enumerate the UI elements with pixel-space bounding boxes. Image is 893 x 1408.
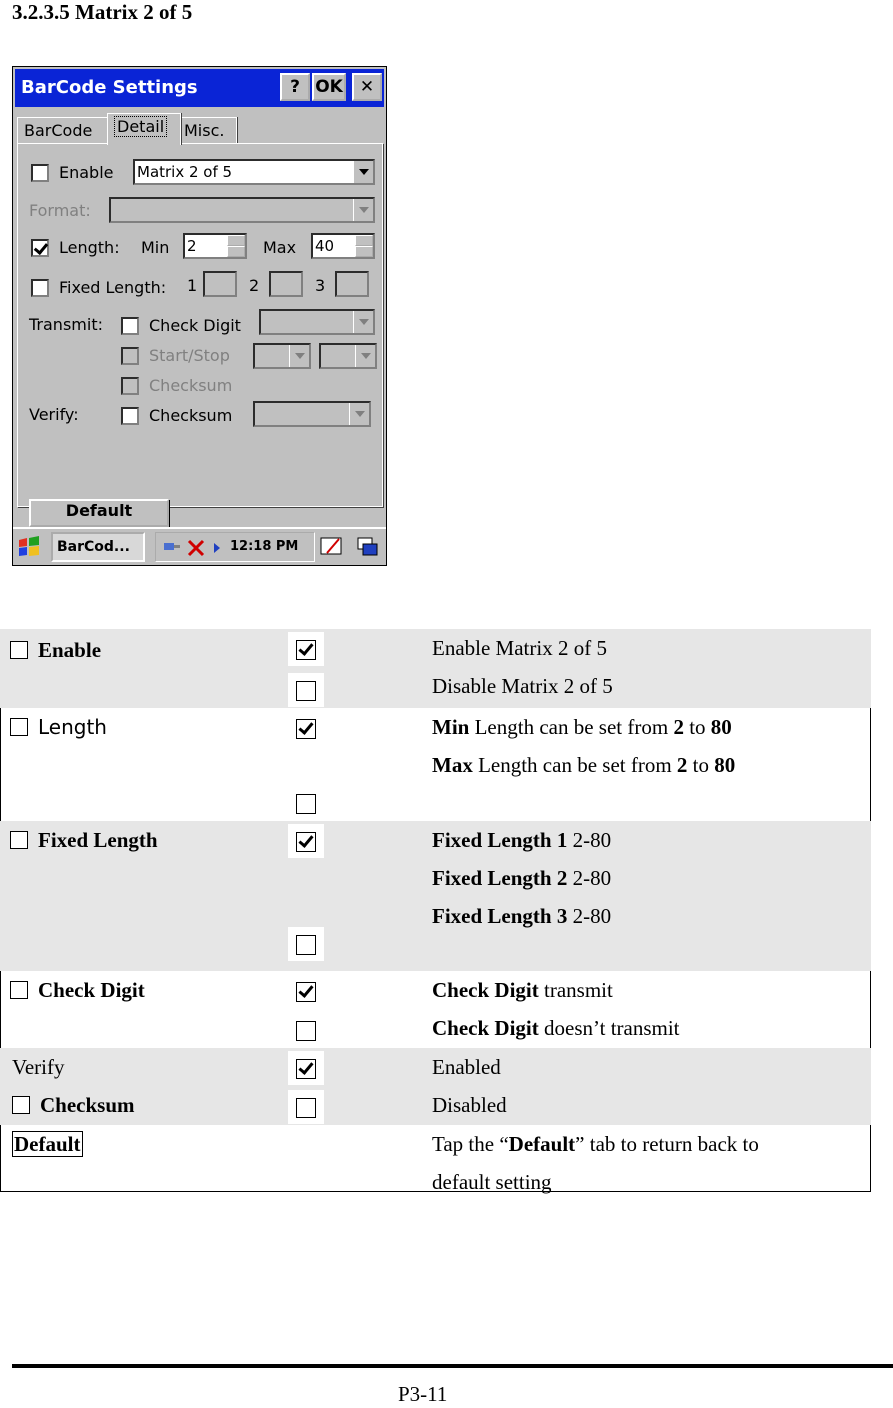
tab-detail-label: Detail	[114, 116, 167, 137]
table-row	[0, 971, 871, 1048]
spin-down-icon[interactable]	[227, 246, 245, 257]
barcode-settings-screenshot	[12, 66, 387, 566]
page-number: P3-11	[398, 1382, 448, 1406]
chevron-down-icon	[349, 403, 369, 425]
ok-button[interactable]: OK	[312, 73, 346, 101]
fixed-1-label: 1	[187, 276, 198, 295]
window-title: BarCode Settings	[21, 77, 198, 98]
fixed3-term: Fixed Length 3	[432, 904, 568, 928]
checked-box-icon	[288, 711, 324, 745]
enable-label: Enable	[59, 163, 114, 182]
cd-on-term: Check Digit	[432, 978, 539, 1002]
taskbar-barcode-item[interactable]: BarCod...	[51, 532, 145, 562]
cd-off-term: Check Digit	[432, 1016, 539, 1040]
min-label: Min	[141, 238, 170, 257]
tab-barcode[interactable]: BarCode	[17, 117, 115, 144]
enable-term: Enable	[38, 638, 102, 662]
chevron-down-icon	[355, 345, 375, 367]
check-digit-select	[259, 309, 375, 335]
fixed-length-label: Fixed Length:	[59, 278, 167, 297]
min-value: 2	[187, 237, 197, 255]
table-row	[0, 629, 871, 708]
default-bold: Default	[508, 1132, 576, 1156]
length-checkbox[interactable]	[31, 239, 49, 257]
verify-select	[253, 401, 371, 427]
verify-on-text: Enabled	[432, 1055, 501, 1079]
fixed1-term: Fixed Length 1	[432, 828, 568, 852]
disconnected-icon	[186, 538, 208, 558]
unchecked-box-icon	[288, 1090, 324, 1124]
checkbox-icon	[10, 718, 28, 736]
table-row	[0, 1125, 871, 1201]
fixed-2-label: 2	[249, 276, 260, 295]
fixed-3-label: 3	[315, 276, 326, 295]
checked-box-icon	[288, 1051, 324, 1085]
windows-start-icon[interactable]	[17, 535, 41, 559]
spin-up-icon[interactable]	[355, 235, 373, 246]
table-row	[0, 821, 871, 971]
max-label: Max	[263, 238, 297, 257]
min-text: Length can be set from	[469, 715, 674, 739]
checksum-transmit-checkbox	[121, 377, 139, 395]
cd-on-text: transmit	[538, 978, 613, 1002]
checkbox-icon	[10, 831, 28, 849]
checked-box-icon	[288, 824, 324, 858]
spin-down-icon[interactable]	[355, 246, 373, 257]
min-term: Min	[432, 715, 470, 739]
default-pre: Tap the “	[432, 1132, 509, 1156]
windows-switch-icon[interactable]	[355, 535, 381, 559]
cd-off-text: doesn’t transmit	[538, 1016, 680, 1040]
fixed-length-checkbox[interactable]	[31, 279, 49, 297]
table-row	[0, 708, 871, 821]
verify-off-text: Disabled	[432, 1093, 507, 1117]
close-button[interactable]: ✕	[352, 73, 382, 101]
stop-select	[319, 343, 377, 369]
spin-up-icon[interactable]	[227, 235, 245, 246]
fixed2-term: Fixed Length 2	[432, 866, 568, 890]
clock: 12:18 PM	[230, 539, 299, 554]
checkbox-icon	[10, 641, 28, 659]
enable-off-text: Disable Matrix 2 of 5	[432, 674, 613, 698]
start-select	[253, 343, 311, 369]
default-term: Default	[14, 1132, 81, 1156]
section-heading: 3.2.3.5 Matrix 2 of 5	[12, 0, 193, 24]
tab-misc[interactable]: Misc.	[177, 117, 237, 144]
max-text: Length can be set from	[472, 753, 677, 777]
checkbox-icon	[12, 1096, 30, 1114]
max-to-word: to	[687, 753, 715, 777]
verify-label: Verify:	[29, 405, 79, 424]
settings-table	[0, 629, 871, 1201]
min-to: 80	[710, 715, 732, 739]
footer-rule	[12, 1364, 893, 1368]
chevron-down-icon	[289, 345, 309, 367]
input-panel-icon[interactable]	[319, 535, 345, 559]
symbology-value: Matrix 2 of 5	[137, 163, 233, 181]
check-digit-checkbox[interactable]	[121, 317, 139, 335]
default-line2: default setting	[432, 1170, 552, 1194]
unchecked-box-icon	[288, 927, 324, 961]
unchecked-box-icon	[288, 786, 324, 820]
format-select	[109, 197, 375, 223]
format-label: Format:	[29, 201, 91, 220]
start-stop-label: Start/Stop	[149, 346, 230, 365]
taskbar	[13, 527, 386, 565]
unchecked-box-icon	[288, 673, 324, 707]
start-stop-checkbox	[121, 347, 139, 365]
default-button[interactable]: Default	[29, 499, 169, 527]
checksum-transmit-label: Checksum	[149, 376, 233, 395]
fixed-length-term: Fixed Length	[38, 828, 158, 852]
network-icon	[162, 539, 182, 555]
length-label: Length:	[59, 238, 120, 257]
tab-detail[interactable]	[107, 113, 181, 145]
checked-box-icon	[288, 632, 324, 666]
table-row	[0, 1048, 871, 1125]
min-to-word: to	[683, 715, 711, 739]
fixed-2-field	[269, 271, 303, 297]
fixed-3-field	[335, 271, 369, 297]
arrow-right-icon	[212, 541, 222, 555]
chevron-down-icon	[353, 199, 373, 221]
verify-term: Verify	[12, 1055, 65, 1079]
length-term: Length	[38, 715, 107, 739]
fixed-1-field	[203, 271, 237, 297]
transmit-label: Transmit:	[29, 315, 103, 334]
checkbox-icon	[10, 981, 28, 999]
max-to: 80	[714, 753, 736, 777]
system-tray	[155, 532, 315, 562]
fixed1-range: 2-80	[567, 828, 612, 852]
checked-box-icon	[288, 974, 324, 1008]
help-button[interactable]: ?	[280, 73, 310, 101]
chevron-down-icon	[353, 311, 373, 333]
max-value: 40	[315, 237, 335, 255]
enable-checkbox[interactable]	[31, 164, 49, 182]
symbology-select[interactable]	[133, 159, 375, 185]
check-digit-term: Check Digit	[38, 978, 145, 1002]
enable-on-text: Enable Matrix 2 of 5	[432, 636, 607, 660]
chevron-down-icon	[353, 161, 373, 183]
verify-checksum-checkbox[interactable]	[121, 407, 139, 425]
check-digit-label: Check Digit	[149, 316, 241, 335]
max-from: 2	[676, 753, 688, 777]
max-term: Max	[432, 753, 473, 777]
title-bar	[15, 69, 384, 107]
checksum-term: Checksum	[40, 1093, 135, 1117]
min-from: 2	[673, 715, 684, 739]
fixed2-range: 2-80	[567, 866, 612, 890]
min-stepper[interactable]	[183, 233, 247, 259]
default-post: ” tab to return back to	[575, 1132, 759, 1156]
fixed3-range: 2-80	[567, 904, 612, 928]
verify-checksum-label: Checksum	[149, 406, 233, 425]
unchecked-box-icon	[288, 1013, 324, 1047]
max-stepper[interactable]	[311, 233, 375, 259]
